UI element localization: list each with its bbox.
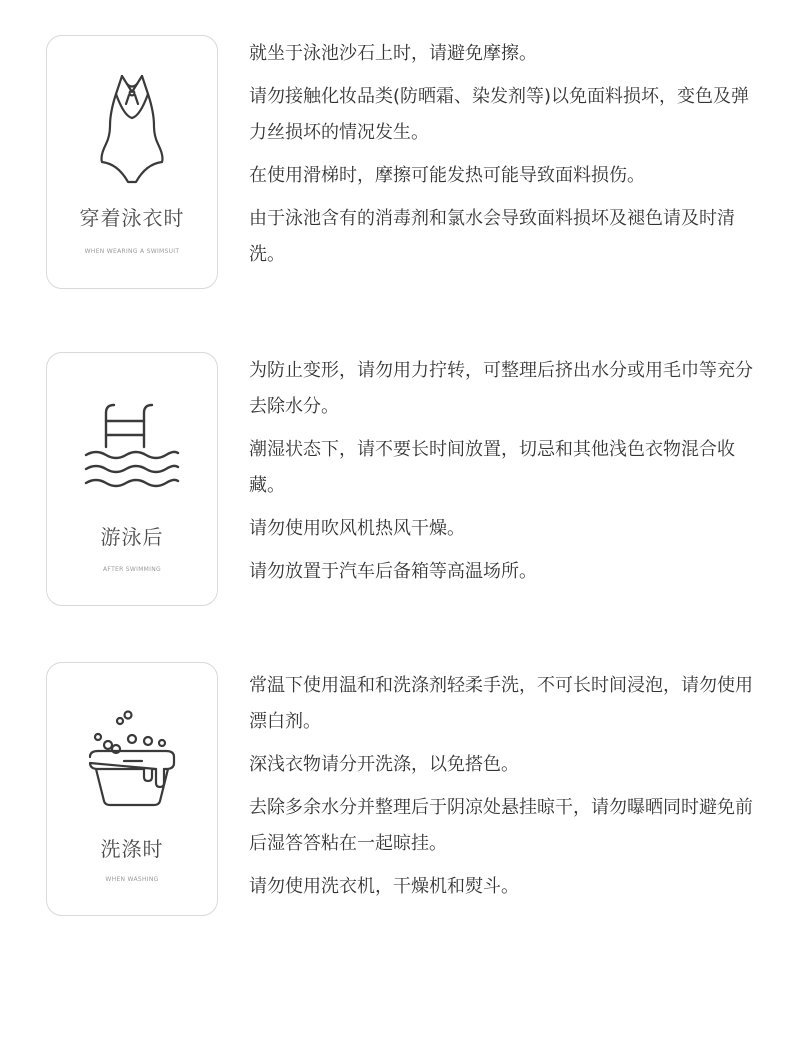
after-swimming-instructions bbox=[249, 353, 761, 597]
instruction-paragraph: 为防止变形，请勿用力拧转，可整理后挤出水分或用毛巾等充分去除水分。 bbox=[249, 360, 753, 417]
card-title: 游泳后 bbox=[100, 525, 164, 549]
instruction-paragraph: 深浅衣物请分开洗涤，以免搭色。 bbox=[249, 754, 519, 775]
instruction-paragraph: 去除多余水分并整理后于阴凉处悬挂晾干，请勿曝晒同时避免前后湿答答粘在一起晾挂。 bbox=[249, 797, 753, 854]
instruction-paragraph: 潮湿状态下，请不要长时间放置，切忌和其他浅色衣物混合收藏。 bbox=[249, 439, 735, 496]
washing-card bbox=[46, 662, 218, 916]
card-subtitle: WHEN WASHING bbox=[105, 876, 159, 883]
instruction-paragraph: 在使用滑梯时，摩擦可能发热可能导致面料损伤。 bbox=[249, 165, 645, 186]
wearing-card bbox=[46, 35, 218, 289]
card-subtitle: WHEN WEARING A SWIMSUIT bbox=[84, 248, 180, 255]
wearing-instructions bbox=[249, 36, 761, 280]
card-title: 洗涤时 bbox=[100, 837, 164, 861]
instruction-paragraph: 请勿使用洗衣机，干燥机和熨斗。 bbox=[249, 876, 519, 897]
instruction-paragraph: 常温下使用温和和洗涤剂轻柔手洗，不可长时间浸泡，请勿使用漂白剂。 bbox=[249, 675, 753, 732]
pool-ladder-icon bbox=[82, 401, 182, 495]
instruction-paragraph: 就坐于泳池沙石上时，请避免摩擦。 bbox=[249, 43, 537, 64]
washing-basin-icon bbox=[84, 709, 180, 809]
card-subtitle: AFTER SWIMMING bbox=[103, 566, 161, 573]
after-swimming-card bbox=[46, 352, 218, 606]
instruction-paragraph: 由于泳池含有的消毒剂和氯水会导致面料损坏及褪色请及时清洗。 bbox=[249, 208, 735, 265]
swimsuit-icon bbox=[96, 72, 168, 188]
instruction-paragraph: 请勿放置于汽车后备箱等高温场所。 bbox=[249, 561, 537, 582]
instruction-paragraph: 请勿使用吹风机热风干燥。 bbox=[249, 518, 465, 539]
instruction-paragraph: 请勿接触化妆品类(防晒霜、染发剂等)以免面料损坏，变色及弹力丝损坏的情况发生。 bbox=[249, 86, 750, 143]
card-title: 穿着泳衣时 bbox=[79, 206, 185, 230]
washing-instructions bbox=[249, 668, 761, 912]
